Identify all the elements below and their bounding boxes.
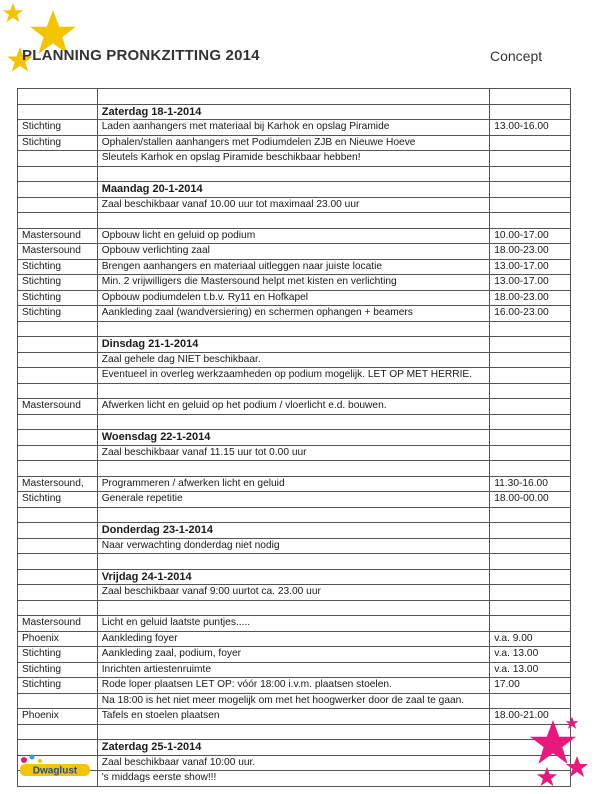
pink-star-icon [565, 716, 579, 730]
org-cell: Stichting [18, 492, 98, 508]
time-cell [490, 430, 571, 446]
time-cell: 13.00-16.00 [490, 120, 571, 136]
org-cell [18, 554, 98, 570]
description-cell: Inrichten artiestenruimte [97, 662, 490, 678]
description-cell [97, 414, 490, 430]
org-cell: Mastersound, [18, 476, 98, 492]
description-cell: Aankleding zaal (wandversiering) en schermen ophangen + beamers [97, 306, 490, 322]
table-row [18, 771, 571, 787]
table-row [18, 693, 571, 709]
time-cell [490, 135, 571, 151]
time-cell: 11.30-16.00 [490, 476, 571, 492]
org-cell: Mastersound [18, 616, 98, 632]
time-cell [490, 197, 571, 213]
org-cell [18, 430, 98, 446]
description-cell: Maandag 20-1-2014 [97, 182, 490, 198]
description-cell: Tafels en stoelen plaatsen [97, 709, 490, 725]
day-header-row [18, 569, 571, 585]
description-cell [97, 166, 490, 182]
table-row [18, 755, 571, 771]
time-cell: v.a. 9.00 [490, 631, 571, 647]
spacer-row [18, 414, 571, 430]
time-cell [490, 89, 571, 105]
org-cell: Phoenix [18, 631, 98, 647]
org-cell [18, 600, 98, 616]
org-cell [18, 445, 98, 461]
time-cell [490, 771, 571, 787]
description-cell: Generale repetitie [97, 492, 490, 508]
org-cell [18, 166, 98, 182]
org-cell: Mastersound [18, 399, 98, 415]
org-cell: Stichting [18, 120, 98, 136]
org-cell [18, 538, 98, 554]
table-row [18, 616, 571, 632]
org-cell [18, 104, 98, 120]
time-cell [490, 445, 571, 461]
table-row [18, 476, 571, 492]
svg-text:Dwaglust: Dwaglust [32, 765, 78, 777]
org-cell: Stichting [18, 647, 98, 663]
time-cell [490, 151, 571, 167]
description-cell: Opbouw licht en geluid op podium [97, 228, 490, 244]
spacer-row [18, 724, 571, 740]
description-cell: Rode loper plaatsen LET OP: vóór 18:00 i.v.m. plaatsen stoelen. [97, 678, 490, 694]
description-cell [97, 383, 490, 399]
description-cell: Aankleding zaal, podium, foyer [97, 647, 490, 663]
description-cell: Ophalen/stallen aanhangers met Podiumdelen ZJB en Nieuwe Hoeve [97, 135, 490, 151]
day-header-row [18, 182, 571, 198]
org-cell [18, 414, 98, 430]
time-cell [490, 213, 571, 229]
org-cell [18, 182, 98, 198]
time-cell [490, 693, 571, 709]
description-cell: Na 18:00 is het niet meer mogelijk om met het hoogwerker door de zaal te gaan. [97, 693, 490, 709]
org-cell: Mastersound [18, 228, 98, 244]
org-cell: Phoenix [18, 709, 98, 725]
spacer-row [18, 321, 571, 337]
description-cell: Opbouw podiumdelen t.b.v. Ry11 en Hofkapel [97, 290, 490, 306]
table-row [18, 135, 571, 151]
day-header-row [18, 740, 571, 756]
day-header-row [18, 104, 571, 120]
spacer-row [18, 166, 571, 182]
description-cell: Licht en geluid laatste puntjes..... [97, 616, 490, 632]
table-row [18, 352, 571, 368]
description-cell [97, 321, 490, 337]
org-cell [18, 507, 98, 523]
time-cell: 17.00 [490, 678, 571, 694]
time-cell: 10.00-17.00 [490, 228, 571, 244]
status-label: Concept [490, 48, 543, 64]
org-cell: Mastersound [18, 244, 98, 260]
time-cell [490, 104, 571, 120]
time-cell [490, 166, 571, 182]
org-cell [18, 461, 98, 477]
org-cell [18, 368, 98, 384]
time-cell: 13.00-17.00 [490, 259, 571, 275]
org-cell: Stichting [18, 678, 98, 694]
table-row [18, 259, 571, 275]
day-header-row [18, 523, 571, 539]
time-cell: 13.00-17.00 [490, 275, 571, 291]
table-row [18, 445, 571, 461]
pink-star-icon [536, 766, 558, 788]
time-cell: v.a. 13.00 [490, 647, 571, 663]
description-cell [97, 461, 490, 477]
table-row [18, 228, 571, 244]
org-cell: Stichting [18, 662, 98, 678]
time-cell [490, 554, 571, 570]
table-row [18, 538, 571, 554]
day-header-row [18, 430, 571, 446]
spacer-row [18, 507, 571, 523]
description-cell [97, 554, 490, 570]
time-cell: 18.00-21.00 [490, 709, 571, 725]
description-cell: Opbouw verlichting zaal [97, 244, 490, 260]
time-cell [490, 600, 571, 616]
table-row [18, 151, 571, 167]
time-cell [490, 569, 571, 585]
description-cell: Zaal beschikbaar vanaf 11.15 uur tot 0.00 uur [97, 445, 490, 461]
description-cell: Aankleding foyer [97, 631, 490, 647]
time-cell [490, 321, 571, 337]
org-cell: Stichting [18, 306, 98, 322]
time-cell [490, 523, 571, 539]
description-cell [97, 89, 490, 105]
org-cell: Stichting [18, 275, 98, 291]
time-cell [490, 383, 571, 399]
planning-table [17, 88, 571, 787]
description-cell: Programmeren / afwerken licht en geluid [97, 476, 490, 492]
time-cell: 18.00-23.00 [490, 244, 571, 260]
description-cell: Naar verwachting donderdag niet nodig [97, 538, 490, 554]
description-cell [97, 724, 490, 740]
dwaglust-logo [18, 752, 92, 778]
description-cell: Eventueel in overleg werkzaamheden op podium mogelijk. LET OP MET HERRIE. [97, 368, 490, 384]
time-cell: 18.00-23.00 [490, 290, 571, 306]
time-cell [490, 337, 571, 353]
table-row [18, 306, 571, 322]
org-cell [18, 337, 98, 353]
table-row [18, 399, 571, 415]
table-row [18, 631, 571, 647]
spacer-row [18, 213, 571, 229]
time-cell [490, 507, 571, 523]
table-row [18, 368, 571, 384]
description-cell: 's middags eerste show!!! [97, 771, 490, 787]
org-cell: Stichting [18, 259, 98, 275]
table-row [18, 244, 571, 260]
description-cell [97, 507, 490, 523]
org-cell [18, 213, 98, 229]
org-cell: Stichting [18, 290, 98, 306]
table-row [18, 709, 571, 725]
description-cell: Min. 2 vrijwilligers die Mastersound helpt met kisten en verlichting [97, 275, 490, 291]
table-row [18, 647, 571, 663]
org-cell [18, 724, 98, 740]
description-cell: Laden aanhangers met materiaal bij Karhok en opslag Piramide [97, 120, 490, 136]
description-cell: Sleutels Karhok en opslag Piramide beschikbaar hebben! [97, 151, 490, 167]
day-header-row [18, 337, 571, 353]
time-cell: v.a. 13.00 [490, 662, 571, 678]
time-cell: 16.00-23.00 [490, 306, 571, 322]
description-cell: Zaal beschikbaar vanaf 9:00 uurtot ca. 23.00 uur [97, 585, 490, 601]
org-cell [18, 693, 98, 709]
table-row [18, 290, 571, 306]
description-cell: Afwerken licht en geluid op het podium / vloerlicht e.d. bouwen. [97, 399, 490, 415]
table-row [18, 585, 571, 601]
org-cell [18, 89, 98, 105]
description-cell: Dinsdag 21-1-2014 [97, 337, 490, 353]
description-cell: Zaterdag 25-1-2014 [97, 740, 490, 756]
org-cell [18, 151, 98, 167]
time-cell [490, 538, 571, 554]
spacer-row [18, 89, 571, 105]
spacer-row [18, 461, 571, 477]
org-cell [18, 383, 98, 399]
spacer-row [18, 554, 571, 570]
description-cell: Zaal beschikbaar vanaf 10.00 uur tot maximaal 23.00 uur [97, 197, 490, 213]
description-cell [97, 213, 490, 229]
description-cell: Woensdag 22-1-2014 [97, 430, 490, 446]
time-cell: 18.00-00.00 [490, 492, 571, 508]
description-cell: Brengen aanhangers en materiaal uitleggen naar juiste locatie [97, 259, 490, 275]
page-title: PLANNING PRONKZITTING 2014 [22, 47, 260, 64]
description-cell [97, 600, 490, 616]
time-cell [490, 368, 571, 384]
org-cell [18, 523, 98, 539]
table-row [18, 120, 571, 136]
org-cell: Stichting [18, 135, 98, 151]
time-cell [490, 616, 571, 632]
pink-star-icon [565, 755, 589, 779]
time-cell [490, 182, 571, 198]
org-cell [18, 569, 98, 585]
description-cell: Zaal gehele dag NIET beschikbaar. [97, 352, 490, 368]
org-cell [18, 585, 98, 601]
org-cell [18, 352, 98, 368]
table-row [18, 275, 571, 291]
table-row [18, 662, 571, 678]
gold-star-icon [2, 2, 24, 24]
table-row [18, 492, 571, 508]
table-row [18, 197, 571, 213]
spacer-row [18, 600, 571, 616]
description-cell: Zaal beschikbaar vanaf 10:00 uur. [97, 755, 490, 771]
description-cell: Vrijdag 24-1-2014 [97, 569, 490, 585]
table-row [18, 678, 571, 694]
time-cell [490, 585, 571, 601]
description-cell: Zaterdag 18-1-2014 [97, 104, 490, 120]
time-cell [490, 461, 571, 477]
description-cell: Donderdag 23-1-2014 [97, 523, 490, 539]
time-cell [490, 352, 571, 368]
time-cell [490, 399, 571, 415]
org-cell [18, 197, 98, 213]
spacer-row [18, 383, 571, 399]
time-cell [490, 414, 571, 430]
org-cell [18, 321, 98, 337]
